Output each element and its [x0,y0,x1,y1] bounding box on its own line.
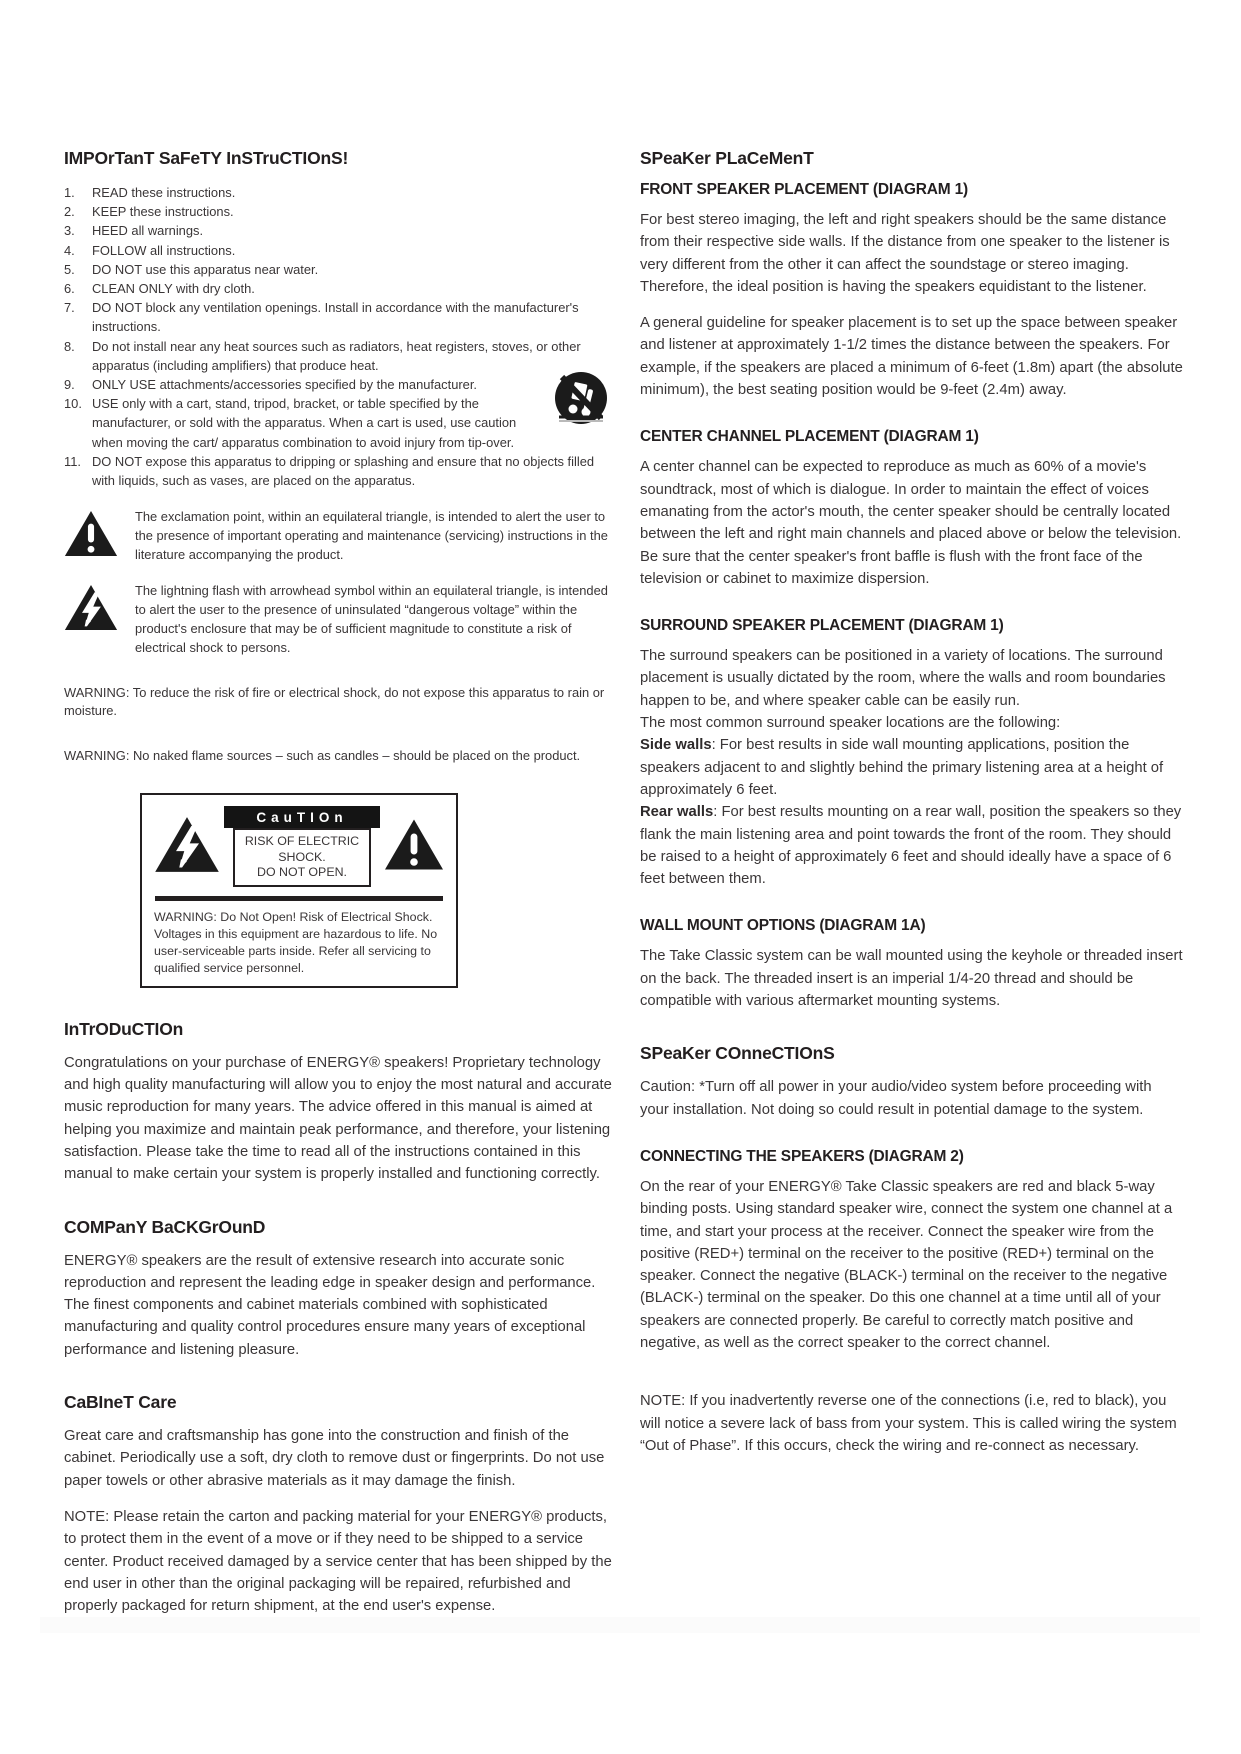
safety-item-4 [64,241,613,260]
front-placement-p1: For best stereo imaging, the left and right speakers should be the same distance from their respective side walls. If the distance from one speaker to the listener is very different from the other it can affect the soundstage or stereo imaging. Therefore, the ideal position is having the speakers equidistant to the listener. [640,212,1170,295]
caution-center [224,806,380,887]
connecting-speakers-note: NOTE: If you inadvertently reverse one of the connections (i.e, red to black), you will notice a severe lack of bass from your system. This is called wiring the system “Out of Phase”. If this occurs, check the wiring and re-connect as necessary. [640,1393,1177,1454]
rear-walls-body: : For best results mounting on a rear wall, position the speakers so they flank the main listening area and point towards the front of the room. They should be raised to a height of approximately 6 feet and should ideally have a space of 6 feet between them. [640,804,1182,888]
caution-box [140,793,458,988]
exclamation-triangle-icon [384,818,444,876]
item-text: KEEP these instructions. [92,204,234,220]
wall-mount-text: The Take Classic system can be wall mounted using the keyhole or threaded insert on the back. The threaded insert is an imperial 1/4-20 thread and should be compatible with various aftermarket mounting systems. [640,948,1183,1010]
connecting-speakers-text: On the rear of your ENERGY® Take Classic speakers are red and black 5-way binding posts. Using standard speaker wire, connect the system one channel at a time, and start your process at the receiver. Connect the speaker wire from the positive (RED+) terminal on the receiver to the positive (RED+) terminal on the speaker. Connect the negative (BLACK-) terminal on the receiver to the negative (BLACK-) terminal on the speaker. Do this one channel at a time until all of your speakers are connected properly. Be careful to correctly match positive and negative, as well as the correct speaker to the correct channel. [640,1178,1173,1351]
center-placement-subheading: CENTER CHANNEL PLACEMENT (DIAGRAM 1) [640,428,979,446]
wall-mount-subheading: WALL MOUNT OPTIONS (DIAGRAM 1A) [640,917,926,935]
item-text: DO NOT expose this apparatus to dripping or splashing and ensure that no objects filled with liquids, such as vases, are placed on the apparatus. [92,453,595,489]
center-placement-text: A center channel can be expected to reproduce as much as 60% of a movie's soundtrack, most of which is dialogue. In order to maintain the effect of voices emanating from the actor's mouth, the center speaker should be centrally located between the left and right main channels and placed above or below the television. Be sure that the center speaker's front baffle is flush with the front face of the television or cabinet to maximize dispersion. [640,459,1182,587]
rear-walls-text [640,801,1184,890]
side-walls-text [640,734,1184,801]
caution-risk-text [233,828,371,887]
safety-item-8 [64,337,613,375]
item-number: 11. [64,453,81,469]
rear-walls-lead: Rear walls [640,804,714,821]
caution-header [154,806,444,887]
item-text: CLEAN ONLY with dry cloth. [92,281,255,297]
caution-warning-text: WARNING: Do Not Open! Risk of Electrical Shock. Voltages in this equipment are hazardous to life. No user-serviceable parts inside. Refer all servicing to qualified service personnel. [154,909,438,975]
exclamation-note-text: The exclamation point, within an equilateral triangle, is intended to alert the user to the presence of important operating and maintenance (servicing) instructions in the literature accompanying the product. [135,509,608,563]
speaker-placement-heading: SPeaKer PLaCeMenT [640,148,814,168]
safety-item-11 [64,452,613,490]
item-text: ONLY USE attachments/accessories specified by the manufacturer. [92,377,477,393]
left-column [64,148,613,1631]
safety-item-7 [64,298,613,336]
exclamation-note [64,507,613,564]
cabinet-care-heading: CaBIneT Care [64,1392,177,1413]
safety-item-5 [64,260,613,279]
item-number: 8. [64,338,75,354]
warning-moisture: WARNING: To reduce the risk of fire or electrical shock, do not expose this apparatus to rain or moisture. [64,685,605,719]
company-background-text: ENERGY® speakers are the result of extensive research into accurate sonic reproduction and represent the leading edge in speaker design and performance. The finest components and cabinet materials combined with sophisticated manufacturing and quality control procedures ensure many years of exceptional performance and listening pleasure. [64,1252,596,1358]
safety-heading: IMPOrTanT SaFeTY InSTruCTIOnS! [64,148,349,168]
connecting-speakers-subheading: CONNECTING THE SPEAKERS (DIAGRAM 2) [640,1147,964,1165]
item-number: 6. [64,281,75,297]
cabinet-care-text: Great care and craftsmanship has gone into the construction and finish of the cabinet. Periodically use a soft, dry cloth to remove dust or fingerprints. Do not use paper towels or other abrasive materials as it may damage the finish. [64,1428,605,1489]
connections-caution-text: Caution: *Turn off all power in your audio/video system before proceeding with your installation. Not doing so could result in potential damage to the system. [640,1079,1152,1118]
caution-risk-line1: RISK OF ELECTRIC SHOCK. [244,834,360,864]
safety-item-3 [64,221,613,240]
safety-item-9 [64,375,613,394]
cart-tip-over-prohibited-icon [553,369,609,429]
front-placement-subheading: FRONT SPEAKER PLACEMENT (DIAGRAM 1) [640,181,968,198]
safety-item-10 [64,394,613,452]
front-placement-p2: A general guideline for speaker placement is to set up the space between speaker and listener at approximately 1-1/2 times the distance between the speakers. For example, if the speakers are placed a minimum of 6-feet (1.8m) apart (the absolute minimum), the best seating position would be 9-feet (2.4m) away. [640,315,1183,399]
item-text: DO NOT block any ventilation openings. Install in accordance with the manufacturer's instructions. [92,300,579,335]
item-text: READ these instructions. [92,185,236,200]
right-column [640,148,1184,1631]
surround-placement-subheading: SURROUND SPEAKER PLACEMENT (DIAGRAM 1) [640,617,1004,635]
item-text: Do not install near any heat sources such as radiators, heat registers, stoves, or other apparatus (including amplifiers) that produce heat. [92,338,581,373]
item-number: 1. [64,185,75,200]
item-text: HEED all warnings. [92,223,204,239]
company-background-heading: COMPanY BaCKGrOunD [64,1216,266,1237]
caution-divider [155,896,443,901]
item-number: 4. [64,242,75,258]
introduction-heading: InTrODuCTIOn [64,1018,184,1039]
item-text: DO NOT use this apparatus near water. [92,261,319,277]
surround-placement-p1: The surround speakers can be positioned in a variety of locations. The surround placement is usually dictated by the room, where the walls and room boundaries happen to be, and where speaker cable can be easily run. [640,648,1166,709]
item-number: 2. [64,204,75,220]
speaker-connections-heading: SPeaKer COnneCTIOnS [640,1043,835,1064]
cabinet-care-note: NOTE: Please retain the carton and packing material for your ENERGY® products, to protect them in the event of a move or if they need to be shipped to a service center. Product received damaged by a service center that has been shipped by the end user in other than the original packaging will be repaired, refurbished and properly packaged for return shipment, at the end user's expense. [64,1508,612,1615]
side-walls-body: : For best results in side wall mounting applications, position the speakers adjacent to and slightly behind the primary listening area at a height of approximately 6 feet. [640,737,1164,798]
caution-risk-line2: DO NOT OPEN. [257,865,347,880]
footer-bar [40,1617,1200,1633]
lightning-bolt-triangle-icon [64,584,118,636]
safety-item-1 [64,183,613,202]
item-number: 9. [64,377,75,393]
introduction-text: Congratulations on your purchase of ENERGY® speakers! Proprietary technology and high quality manufacturing will allow you to enjoy the most natural and accurate music reproduction for many years. The advice offered in this manual is aimed at helping you maximize and maintain peak performance, and therefore, your listening satisfaction. Please take the time to read all of the instructions contained in this manual to make certain your system is properly installed and functioning correctly. [64,1054,612,1183]
item-number: 7. [64,300,75,316]
safety-item-6 [64,279,613,298]
item-number: 3. [64,223,75,239]
lightning-note [64,581,613,657]
lightning-bolt-triangle-icon [154,816,220,878]
caution-title: CauTIOn [224,806,380,828]
safety-instructions-list [64,183,613,490]
item-text: FOLLOW all instructions. [92,242,236,258]
warning-flame: WARNING: No naked flame sources – such as candles – should be placed on the product. [64,748,581,764]
safety-item-2 [64,202,613,221]
side-walls-lead: Side walls [640,737,712,754]
item-text: USE only with a cart, stand, tripod, bracket, or table specified by the manufacturer, or sold with the apparatus. When a cart is used, use caution when moving the cart/ apparatus combination to avoid injury from tip-over. [92,396,517,450]
item-number: 5. [64,261,75,277]
item-number: 10. [64,396,82,412]
lightning-note-text: The lightning flash with arrowhead symbol within an equilateral triangle, is intended to alert the user to the presence of uninsulated “dangerous voltage” within the product's enclosure that may be of sufficient magnitude to constitute a risk of electrical shock to persons. [135,583,608,656]
exclamation-triangle-icon [64,510,118,562]
surround-placement-p2: The most common surround speaker locations are the following: [640,715,1061,732]
